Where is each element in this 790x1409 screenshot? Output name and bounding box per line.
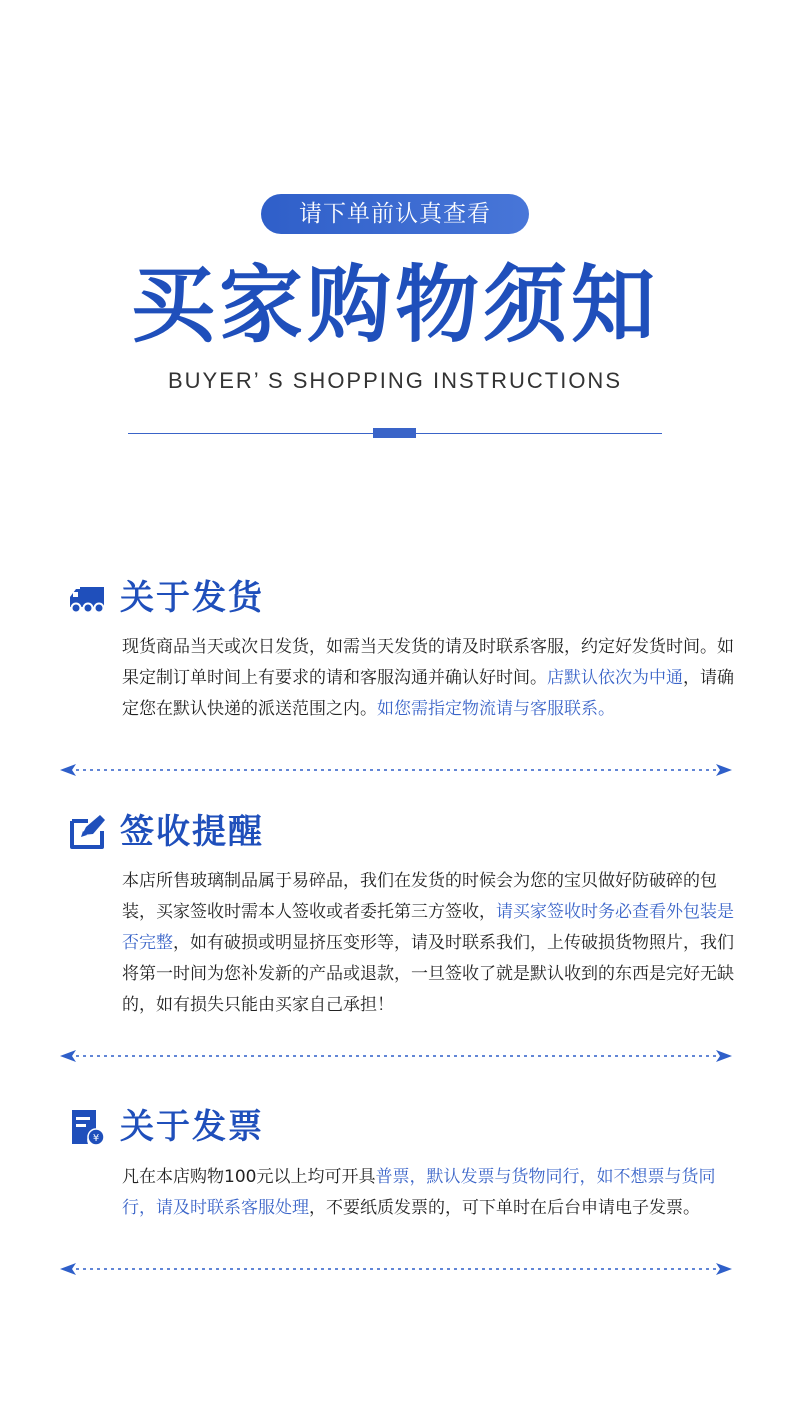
section-title-receipt: 签收提醒 [120,812,264,852]
title-divider-bar [373,428,416,438]
body-text: ，请确定您在默认快递的派送范围之内。 [122,668,734,719]
section-body-shipping [122,632,740,725]
sign-pen-icon [68,813,106,851]
page-subtitle: BUYER’ S SHOPPING INSTRUCTIONS [167,368,622,393]
dashed-arrow-divider [60,1262,732,1276]
body-highlight: 如您需指定物流请与客服联系。 [377,699,615,719]
body-text: ，不要纸质发票的，可下单时在后台申请电子发票。 [309,1198,700,1218]
page-title: 买家购物须知 [130,256,659,354]
body-highlight: 店默认依次为中通 [547,668,683,688]
body-text: 本店所售玻璃制品属于易碎品，我们在发货的时候会为您的宝贝做好防破碎的包装，买家签收时需本人签收或者委托第三方签收， [122,871,717,922]
invoice-icon [68,1108,106,1146]
section-body-receipt [122,866,740,1021]
section-title-shipping: 关于发货 [120,578,264,618]
svg-text:¥: ¥ [92,1133,100,1144]
dashed-arrow-divider [60,1049,732,1063]
body-text: 现货商品当天或次日发货，如需当天发货的请及时联系客服，约定好发货时间。如果定制订单时间上有要求的请和客服沟通并确认好时间。 [122,637,734,688]
truck-icon [68,579,106,617]
body-highlight: 普票，默认发票与货物同行，如不想票与货同行，请及时联系客服处理 [122,1167,716,1218]
notice-pill: 请下单前认真查看 [261,194,529,234]
body-text: 凡在本店购物100元以上均可开具 [122,1167,376,1187]
body-text: ，如有破损或明显挤压变形等，请及时联系我们，上传破损货物照片，我们将第一时间为您补发新的产品或退款，一旦签收了就是默认收到的东西是完好无缺的，如有损失只能由买家自己承担！ [122,933,734,1015]
dashed-arrow-divider [60,763,732,777]
section-title-invoice: 关于发票 [120,1107,264,1147]
section-body-invoice [122,1162,740,1224]
body-highlight: 请买家签收时务必查看外包装是否完整 [122,902,734,953]
